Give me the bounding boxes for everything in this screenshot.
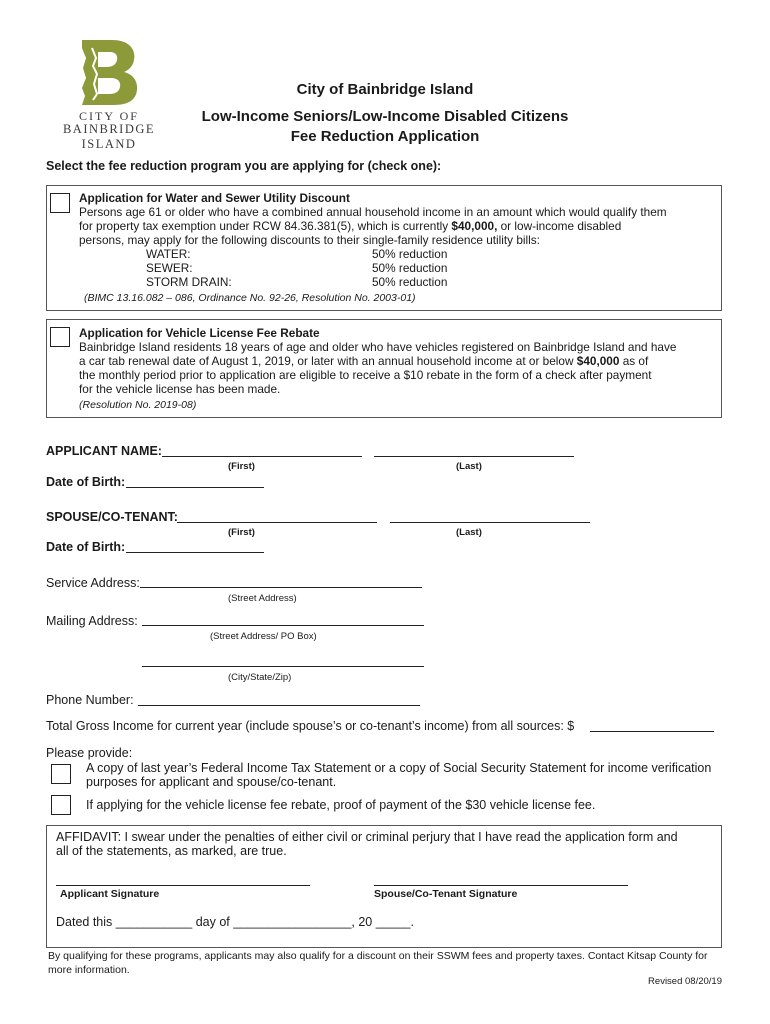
logo-text-line2: BAINBRIDGE ISLAND bbox=[62, 122, 156, 151]
revision-date: Revised 08/20/19 bbox=[648, 976, 722, 987]
applicant-name-label: APPLICANT NAME: bbox=[46, 444, 162, 458]
vehicle-rebate-desc-line3: the monthly period prior to application are eligible to receive a $10 rebate in the form of a check after payment bbox=[79, 368, 652, 382]
mailing-address-field[interactable] bbox=[142, 625, 424, 626]
footer-note: By qualifying for these programs, applicants may also qualify for a discount on their SSWM fees and property taxes. Contact Kitsap County for more information. bbox=[48, 950, 708, 976]
city-logo bbox=[34, 38, 184, 151]
vehicle-rebate-desc-line1: Bainbridge Island residents 18 years of age and older who have vehicles registered on Bainbridge Island and have bbox=[79, 340, 677, 354]
storm-drain-value: 50% reduction bbox=[372, 275, 448, 289]
mailing-city-field[interactable] bbox=[142, 666, 424, 667]
spouse-last-name-field[interactable] bbox=[390, 522, 590, 523]
applicant-last-name-field[interactable] bbox=[374, 456, 574, 457]
water-sewer-desc-line3: persons, may apply for the following discounts to their single-family residence utility bills: bbox=[79, 233, 540, 247]
vehicle-rebate-heading: Application for Vehicle License Fee Rebate bbox=[79, 326, 320, 340]
affidavit-text-line1: AFFIDAVIT: I swear under the penalties of either civil or criminal perjury that I have read the application form and bbox=[56, 830, 678, 844]
water-sewer-heading: Application for Water and Sewer Utility Discount bbox=[79, 191, 350, 205]
license-fee-proof-checkbox[interactable] bbox=[51, 795, 71, 815]
water-value: 50% reduction bbox=[372, 247, 448, 261]
phone-number-label: Phone Number: bbox=[46, 693, 134, 707]
water-sewer-citation: (BIMC 13.16.082 – 086, Ordinance No. 92-26, Resolution No. 2003-01) bbox=[84, 292, 416, 304]
spouse-dob-label: Date of Birth: bbox=[46, 540, 126, 554]
water-sewer-checkbox[interactable] bbox=[50, 193, 70, 213]
service-street-caption: (Street Address) bbox=[228, 593, 297, 604]
please-provide-label: Please provide: bbox=[46, 746, 133, 760]
spouse-dob-field[interactable] bbox=[126, 552, 264, 553]
service-address-field[interactable] bbox=[140, 587, 422, 588]
spouse-first-name-field[interactable] bbox=[177, 522, 377, 523]
storm-drain-label: STORM DRAIN: bbox=[146, 275, 232, 289]
spouse-name-label: SPOUSE/CO-TENANT: bbox=[46, 510, 178, 524]
spouse-first-caption: (First) bbox=[228, 527, 255, 538]
page-title: City of Bainbridge Island bbox=[296, 81, 474, 98]
affidavit-text-line2: all of the statements, as marked, are true. bbox=[56, 844, 287, 858]
spouse-last-caption: (Last) bbox=[456, 527, 482, 538]
vehicle-rebate-desc-line4: for the vehicle license has been made. bbox=[79, 382, 281, 396]
applicant-first-name-field[interactable] bbox=[162, 456, 362, 457]
vehicle-rebate-desc-line2: a car tab renewal date of August 1, 2019, or later with an annual household income at or below $40,000 as of bbox=[79, 354, 649, 368]
sewer-value: 50% reduction bbox=[372, 261, 448, 275]
tax-statement-text-line2: purposes for applicant and spouse/co-tenant. bbox=[86, 775, 337, 789]
page-subtitle: Low-Income Seniors/Low-Income Disabled Citizens bbox=[201, 108, 569, 125]
service-address-label: Service Address: bbox=[46, 576, 140, 590]
applicant-signature-field[interactable] bbox=[56, 885, 310, 886]
island-b-logo-icon bbox=[78, 38, 140, 106]
applicant-last-caption: (Last) bbox=[456, 461, 482, 472]
mailing-street-caption: (Street Address/ PO Box) bbox=[210, 631, 317, 642]
water-sewer-desc-line2: for property tax exemption under RCW 84.36.381(5), which is currently $40,000, or low-income disabled bbox=[79, 219, 622, 233]
water-label: WATER: bbox=[146, 247, 191, 261]
tax-statement-text-line1: A copy of last year’s Federal Income Tax Statement or a copy of Social Security Statement for income verification bbox=[86, 761, 712, 775]
select-prompt: Select the fee reduction program you are applying for (check one): bbox=[46, 159, 442, 173]
sewer-label: SEWER: bbox=[146, 261, 193, 275]
applicant-dob-label: Date of Birth: bbox=[46, 475, 126, 489]
total-income-field[interactable] bbox=[590, 731, 714, 732]
water-sewer-desc-line1: Persons age 61 or older who have a combined annual household income in an amount which would qualify them bbox=[79, 205, 667, 219]
applicant-signature-caption: Applicant Signature bbox=[60, 888, 160, 900]
spouse-signature-caption: Spouse/Co-Tenant Signature bbox=[374, 888, 518, 900]
applicant-dob-field[interactable] bbox=[126, 487, 264, 488]
page-subtitle-2: Fee Reduction Application bbox=[290, 128, 480, 145]
logo-text-line1: CITY OF bbox=[79, 109, 139, 123]
license-fee-proof-text: If applying for the vehicle license fee rebate, proof of payment of the $30 vehicle license fee. bbox=[86, 798, 596, 812]
mailing-address-label: Mailing Address: bbox=[46, 614, 138, 628]
tax-statement-checkbox[interactable] bbox=[51, 764, 71, 784]
vehicle-rebate-citation: (Resolution No. 2019-08) bbox=[79, 399, 197, 411]
applicant-first-caption: (First) bbox=[228, 461, 255, 472]
mailing-city-caption: (City/State/Zip) bbox=[228, 672, 292, 683]
phone-number-field[interactable] bbox=[138, 705, 420, 706]
vehicle-rebate-checkbox[interactable] bbox=[50, 327, 70, 347]
spouse-signature-field[interactable] bbox=[374, 885, 628, 886]
total-income-label: Total Gross Income for current year (include spouse’s or co-tenant’s income) from all sources: $ bbox=[46, 719, 575, 733]
dated-line: Dated this ___________ day of _________________, 20 _____. bbox=[56, 915, 414, 929]
